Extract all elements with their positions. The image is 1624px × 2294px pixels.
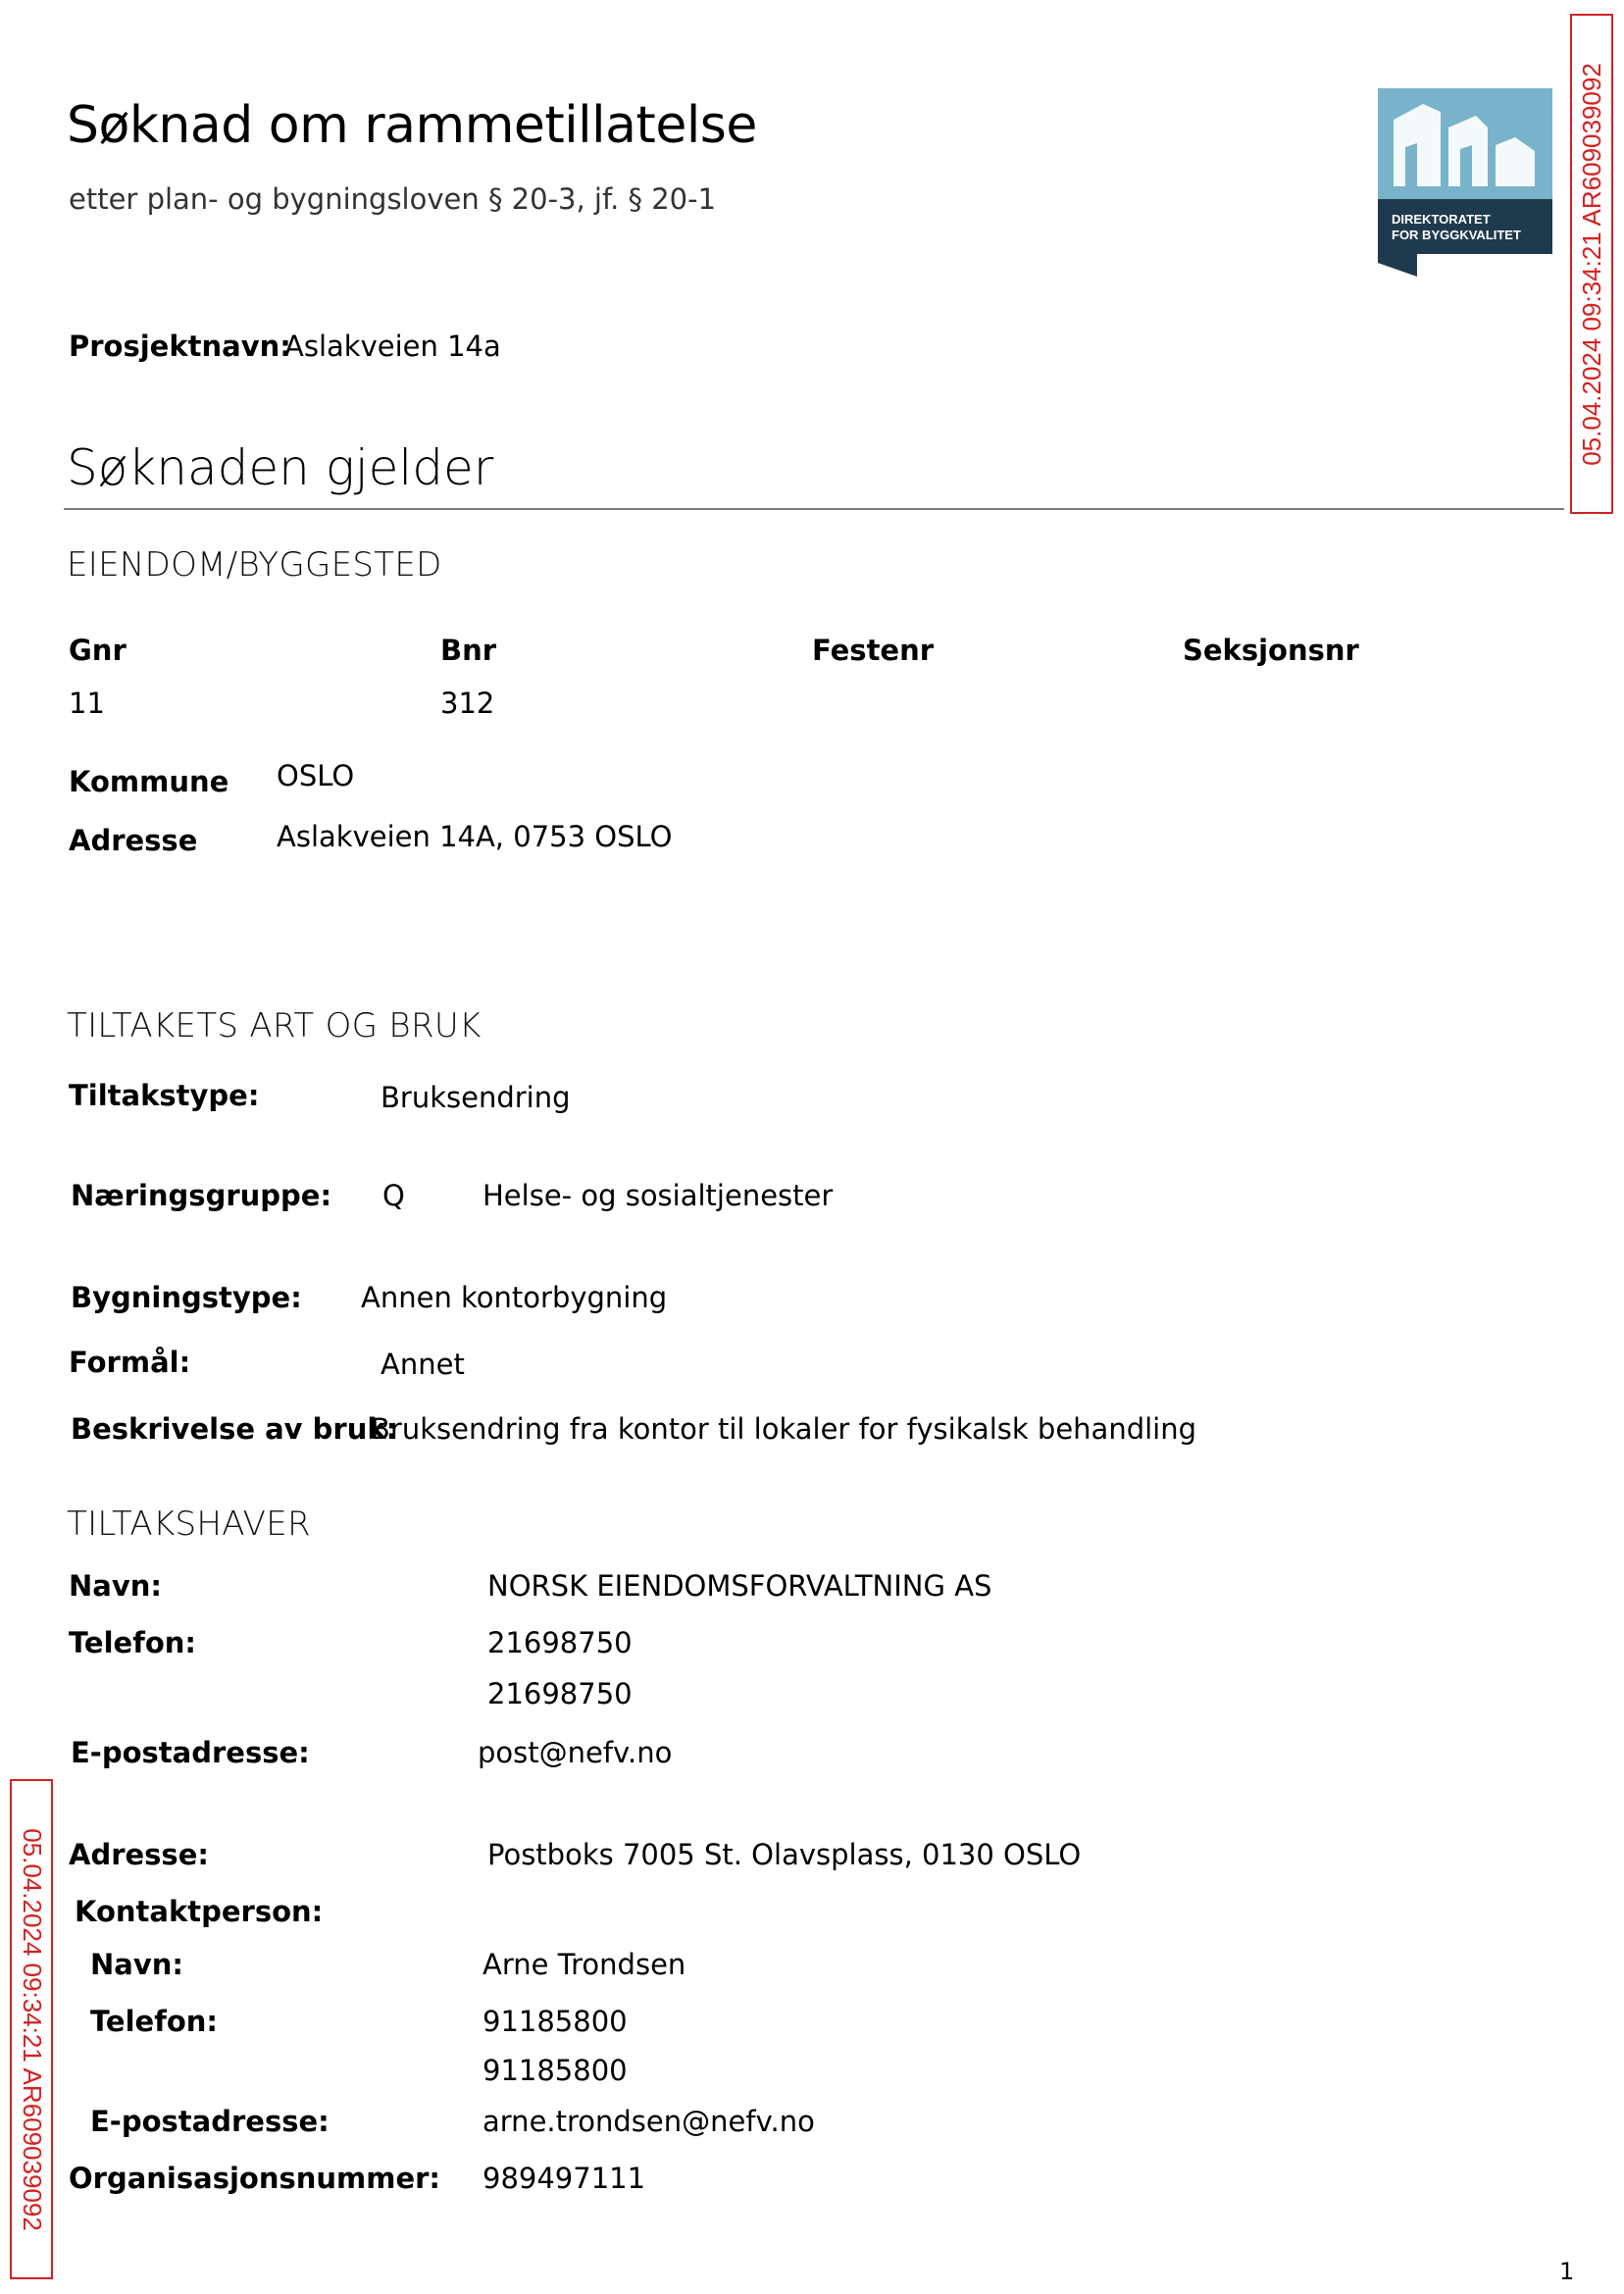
tiltakshaver-adresse-value: Postboks 7005 St. Olavsplass, 0130 OSLO [487, 1838, 1082, 1871]
tiltakstype-value: Bruksendring [381, 1081, 571, 1114]
bnr-value: 312 [440, 687, 495, 720]
document-subtitle: etter plan- og bygningsloven § 20-3, jf. § 20-1 [69, 182, 717, 216]
tiltakshaver-epost-label: E-postadresse: [71, 1736, 310, 1769]
kontaktperson-label: Kontaktperson: [75, 1895, 324, 1928]
orgnr-label: Organisasjonsnummer: [69, 2162, 441, 2195]
project-name-value: Aslakveien 14a [284, 330, 501, 363]
kommune-label: Kommune [69, 765, 229, 798]
tiltakshaver-telefon-label: Telefon: [69, 1626, 196, 1659]
tiltakshaver-navn-label: Navn: [69, 1569, 162, 1603]
tiltakshaver-epost-value: post@nefv.no [478, 1736, 673, 1769]
formal-label: Formål: [69, 1346, 191, 1379]
column-header-festenr: Festenr [812, 634, 935, 667]
page-number: 1 [1559, 2258, 1575, 2285]
kontakt-telefon-label: Telefon: [90, 2005, 218, 2038]
gnr-value: 11 [69, 687, 105, 720]
tiltak-heading: TILTAKETS ART OG BRUK [67, 1006, 482, 1045]
naeringsgruppe-code: Q [382, 1179, 405, 1212]
received-stamp-bottom [10, 1779, 53, 2279]
stamp-text: 05.04.2024 09:34:21 AR609039092 [1576, 62, 1606, 466]
kommune-value: OSLO [277, 759, 355, 792]
section-divider [64, 508, 1564, 510]
kontakt-epost-label: E-postadresse: [90, 2105, 330, 2138]
tiltakshaver-navn-value: NORSK EIENDOMSFORVALTNING AS [487, 1569, 992, 1603]
document-title: Søknad om rammetillatelse [67, 96, 757, 155]
logo-text-line1: DIREKTORATET [1392, 212, 1491, 227]
beskrivelse-label: Beskrivelse av bruk: [71, 1412, 398, 1446]
tiltakshaver-telefon-value-1: 21698750 [487, 1626, 633, 1659]
column-header-seksjonsnr: Seksjonsnr [1183, 634, 1359, 667]
tiltakshaver-adresse-label: Adresse: [69, 1838, 209, 1871]
naeringsgruppe-value: Helse- og sosialtjenester [482, 1179, 834, 1212]
property-heading: EIENDOM/BYGGESTED [67, 545, 442, 585]
section-title: Søknaden gjelder [67, 439, 494, 496]
adresse-label: Adresse [69, 824, 198, 857]
kontakt-navn-label: Navn: [90, 1948, 183, 1981]
beskrivelse-value: Bruksendring fra kontor til lokaler for fysikalsk behandling [371, 1412, 1197, 1446]
kontakt-epost-value: arne.trondsen@nefv.no [482, 2105, 815, 2138]
bygningstype-value: Annen kontorbygning [361, 1281, 668, 1314]
formal-value: Annet [381, 1348, 465, 1381]
stamp-text: 05.04.2024 09:34:21 AR609039092 [17, 1827, 47, 2231]
column-header-bnr: Bnr [440, 634, 497, 667]
kontakt-telefon-value-2: 91185800 [482, 2054, 628, 2087]
orgnr-value: 989497111 [482, 2162, 646, 2195]
project-name-label: Prosjektnavn: [69, 330, 291, 363]
bygningstype-label: Bygningstype: [71, 1281, 302, 1314]
kontakt-navn-value: Arne Trondsen [482, 1948, 686, 1981]
received-stamp-top [1570, 14, 1613, 514]
naeringsgruppe-label: Næringsgruppe: [71, 1179, 332, 1212]
dibk-logo [1378, 88, 1552, 277]
kontakt-telefon-value-1: 91185800 [482, 2005, 628, 2038]
logo-text-line2: FOR BYGGKVALITET [1392, 228, 1521, 242]
adresse-value: Aslakveien 14A, 0753 OSLO [277, 820, 673, 853]
column-header-gnr: Gnr [69, 634, 127, 667]
tiltakstype-label: Tiltakstype: [69, 1079, 260, 1112]
tiltakshaver-telefon-value-2: 21698750 [487, 1677, 633, 1710]
tiltakshaver-heading: TILTAKSHAVER [67, 1504, 311, 1544]
